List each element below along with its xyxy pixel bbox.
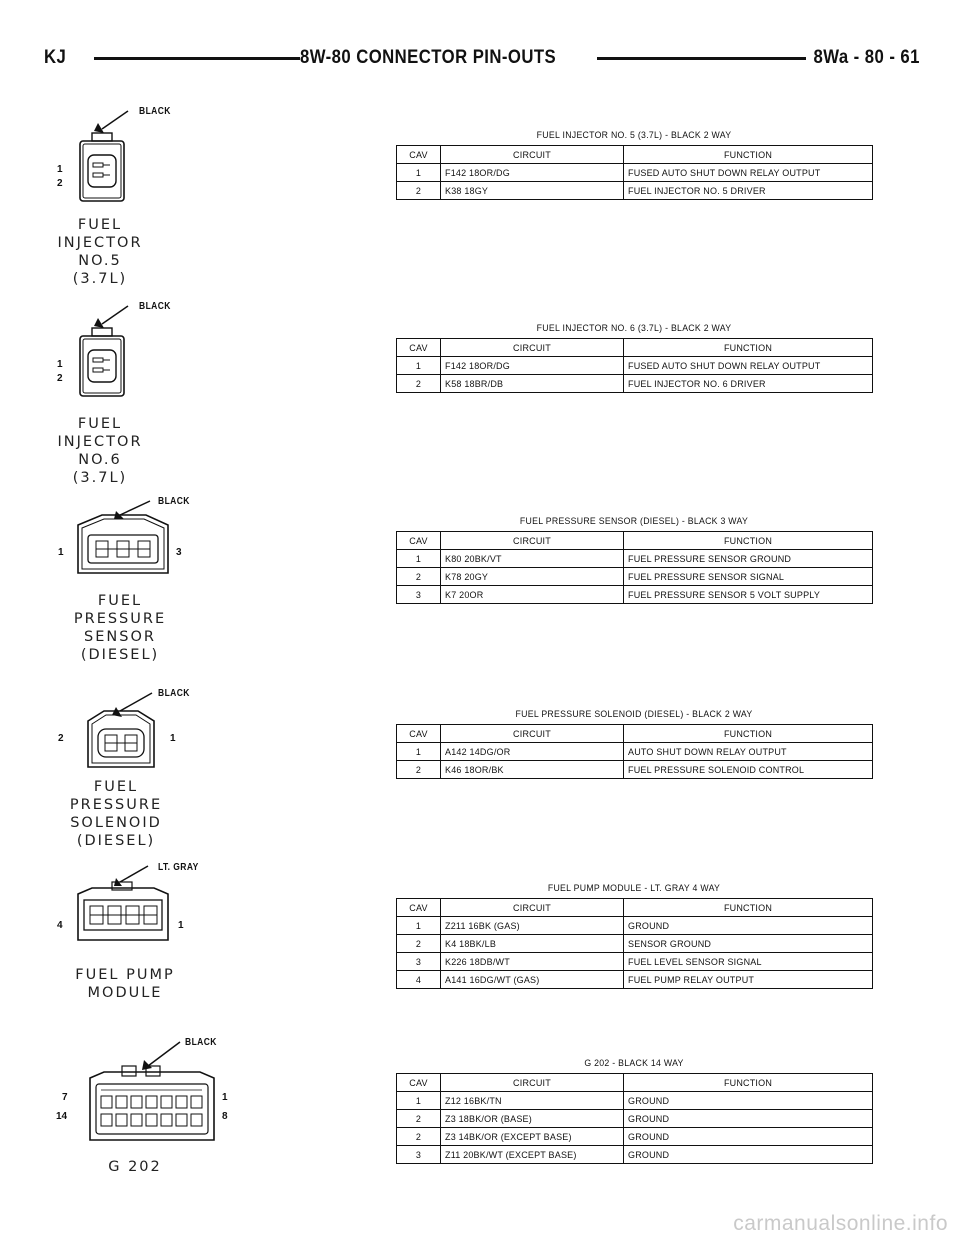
connector-color-label: LT. GRAY — [158, 862, 199, 873]
cell-circuit: K7 20OR — [441, 586, 624, 604]
header-title: 8W-80 CONNECTOR PIN-OUTS — [300, 47, 557, 68]
pinout-table-title: G 202 - BLACK 14 WAY — [584, 1058, 684, 1069]
table-row — [397, 164, 873, 182]
table-row — [397, 743, 873, 761]
connector-diagram-fuel-injector-5 — [70, 105, 180, 205]
table-row — [397, 357, 873, 375]
cell-circuit: K80 20BK/VT — [441, 550, 624, 568]
cell-function: FUEL PRESSURE SENSOR GROUND — [624, 550, 873, 568]
table-header-row — [397, 725, 873, 743]
pin-label: 14 — [56, 1111, 68, 1122]
cell-function: FUEL INJECTOR NO. 6 DRIVER — [624, 375, 873, 393]
cell-circuit: Z211 16BK (GAS) — [441, 917, 624, 935]
column-header-circuit: CIRCUIT — [441, 899, 624, 917]
watermark-text: carmanualsonline.info — [733, 1212, 948, 1235]
column-header-function: FUNCTION — [624, 339, 873, 357]
column-header-cav: CAV — [397, 146, 441, 164]
pin-label: 1 — [170, 733, 176, 744]
column-header-cav: CAV — [397, 725, 441, 743]
cell-function: GROUND — [624, 1128, 873, 1146]
connector-name: FUEL PRESSURE SOLENOID (DIESEL) — [69, 779, 163, 849]
pin-label: 4 — [57, 920, 63, 931]
pinout-table — [396, 338, 873, 393]
cell-circuit: Z3 14BK/OR (EXCEPT BASE) — [441, 1128, 624, 1146]
pinout-table — [396, 724, 873, 779]
pin-label: 3 — [176, 547, 182, 558]
column-header-function: FUNCTION — [624, 899, 873, 917]
cell-circuit: F142 18OR/DG — [441, 164, 624, 182]
cell-circuit: A141 16DG/WT (GAS) — [441, 971, 624, 989]
connector-color-label: BLACK — [139, 106, 171, 117]
table-row — [397, 971, 873, 989]
column-header-cav: CAV — [397, 1074, 441, 1092]
table-header-row — [397, 899, 873, 917]
connector-diagram-fuel-injector-6 — [70, 300, 180, 400]
pinout-table-title: FUEL INJECTOR NO. 5 (3.7L) - BLACK 2 WAY — [536, 130, 732, 141]
connector-color-label: BLACK — [185, 1037, 217, 1048]
table-row — [397, 586, 873, 604]
column-header-circuit: CIRCUIT — [441, 532, 624, 550]
table-row — [397, 761, 873, 779]
cell-cav: 1 — [397, 917, 441, 935]
column-header-circuit: CIRCUIT — [441, 725, 624, 743]
cell-cav: 2 — [397, 375, 441, 393]
table-row — [397, 182, 873, 200]
cell-cav: 3 — [397, 586, 441, 604]
connector-diagram-fuel-pressure-solenoid — [72, 687, 182, 777]
cell-function: FUEL PRESSURE SENSOR 5 VOLT SUPPLY — [624, 586, 873, 604]
cell-function: GROUND — [624, 1146, 873, 1164]
table-row — [397, 375, 873, 393]
cell-cav: 2 — [397, 761, 441, 779]
cell-function: GROUND — [624, 1110, 873, 1128]
cell-function: FUSED AUTO SHUT DOWN RELAY OUTPUT — [624, 357, 873, 375]
header-rule — [94, 57, 300, 60]
column-header-function: FUNCTION — [624, 725, 873, 743]
cell-function: FUEL PRESSURE SOLENOID CONTROL — [624, 761, 873, 779]
cell-cav: 2 — [397, 935, 441, 953]
connector-diagram-fuel-pressure-sensor — [62, 495, 182, 585]
connector-diagram-g202 — [76, 1036, 226, 1146]
connector-color-label: BLACK — [158, 688, 190, 699]
cell-function: FUEL INJECTOR NO. 5 DRIVER — [624, 182, 873, 200]
table-row — [397, 935, 873, 953]
pin-label: 1 — [57, 164, 63, 175]
connector-diagram-fuel-pump-module — [64, 862, 184, 952]
pinout-table-title: FUEL PRESSURE SENSOR (DIESEL) - BLACK 3 WAY — [519, 516, 749, 527]
pinout-table — [396, 145, 873, 200]
cell-cav: 2 — [397, 1128, 441, 1146]
table-row — [397, 568, 873, 586]
column-header-function: FUNCTION — [624, 146, 873, 164]
pin-label: 1 — [57, 359, 63, 370]
cell-circuit: K78 20GY — [441, 568, 624, 586]
cell-circuit: K226 18DB/WT — [441, 953, 624, 971]
cell-cav: 4 — [397, 971, 441, 989]
table-row — [397, 1128, 873, 1146]
cell-cav: 1 — [397, 357, 441, 375]
connector-name: FUEL PUMP MODULE — [75, 967, 175, 1001]
cell-cav: 2 — [397, 182, 441, 200]
header-section-code: KJ — [44, 47, 67, 68]
header-page-number: 8Wa - 80 - 61 — [813, 47, 920, 68]
cell-function: GROUND — [624, 1092, 873, 1110]
cell-function: AUTO SHUT DOWN RELAY OUTPUT — [624, 743, 873, 761]
table-row — [397, 1146, 873, 1164]
cell-circuit: F142 18OR/DG — [441, 357, 624, 375]
table-row — [397, 1092, 873, 1110]
pin-label: 1 — [178, 920, 184, 931]
header-rule — [597, 57, 806, 60]
cell-cav: 3 — [397, 1146, 441, 1164]
cell-circuit: A142 14DG/OR — [441, 743, 624, 761]
column-header-circuit: CIRCUIT — [441, 146, 624, 164]
connector-name: FUEL INJECTOR NO.6 (3.7L) — [57, 416, 143, 486]
pin-label: 1 — [222, 1092, 228, 1103]
cell-circuit: Z11 20BK/WT (EXCEPT BASE) — [441, 1146, 624, 1164]
cell-cav: 1 — [397, 1092, 441, 1110]
cell-function: FUSED AUTO SHUT DOWN RELAY OUTPUT — [624, 164, 873, 182]
connector-name: FUEL INJECTOR NO.5 (3.7L) — [57, 217, 143, 287]
page-header — [44, 44, 920, 72]
pinout-table-title: FUEL INJECTOR NO. 6 (3.7L) - BLACK 2 WAY — [536, 323, 732, 334]
cell-cav: 1 — [397, 743, 441, 761]
cell-circuit: Z3 18BK/OR (BASE) — [441, 1110, 624, 1128]
cell-function: FUEL LEVEL SENSOR SIGNAL — [624, 953, 873, 971]
table-header-row — [397, 339, 873, 357]
cell-cav: 2 — [397, 568, 441, 586]
cell-circuit: Z12 16BK/TN — [441, 1092, 624, 1110]
table-row — [397, 550, 873, 568]
table-row — [397, 917, 873, 935]
pinout-table — [396, 1073, 873, 1164]
cell-circuit: K4 18BK/LB — [441, 935, 624, 953]
cell-function: SENSOR GROUND — [624, 935, 873, 953]
table-header-row — [397, 532, 873, 550]
column-header-circuit: CIRCUIT — [441, 1074, 624, 1092]
pinout-table-title: FUEL PUMP MODULE - LT. GRAY 4 WAY — [547, 883, 721, 894]
pin-label: 1 — [58, 547, 64, 558]
pinout-table-title: FUEL PRESSURE SOLENOID (DIESEL) - BLACK 2 WAY — [515, 709, 753, 720]
cell-cav: 3 — [397, 953, 441, 971]
column-header-function: FUNCTION — [624, 532, 873, 550]
connector-name: G 202 — [108, 1159, 162, 1175]
pin-label: 2 — [57, 178, 63, 189]
column-header-circuit: CIRCUIT — [441, 339, 624, 357]
cell-cav: 1 — [397, 164, 441, 182]
cell-circuit: K58 18BR/DB — [441, 375, 624, 393]
column-header-function: FUNCTION — [624, 1074, 873, 1092]
cell-cav: 2 — [397, 1110, 441, 1128]
pin-label: 2 — [57, 373, 63, 384]
pinout-table — [396, 898, 873, 989]
connector-name: FUEL PRESSURE SENSOR (DIESEL) — [73, 593, 167, 663]
cell-circuit: K38 18GY — [441, 182, 624, 200]
table-header-row — [397, 1074, 873, 1092]
cell-circuit: K46 18OR/BK — [441, 761, 624, 779]
cell-function: FUEL PUMP RELAY OUTPUT — [624, 971, 873, 989]
pin-label: 7 — [62, 1092, 68, 1103]
connector-color-label: BLACK — [158, 496, 190, 507]
pin-label: 2 — [58, 733, 64, 744]
pin-label: 8 — [222, 1111, 228, 1122]
table-row — [397, 1110, 873, 1128]
column-header-cav: CAV — [397, 532, 441, 550]
pinout-table — [396, 531, 873, 604]
table-row — [397, 953, 873, 971]
cell-function: GROUND — [624, 917, 873, 935]
cell-cav: 1 — [397, 550, 441, 568]
cell-function: FUEL PRESSURE SENSOR SIGNAL — [624, 568, 873, 586]
table-header-row — [397, 146, 873, 164]
column-header-cav: CAV — [397, 339, 441, 357]
connector-color-label: BLACK — [139, 301, 171, 312]
column-header-cav: CAV — [397, 899, 441, 917]
